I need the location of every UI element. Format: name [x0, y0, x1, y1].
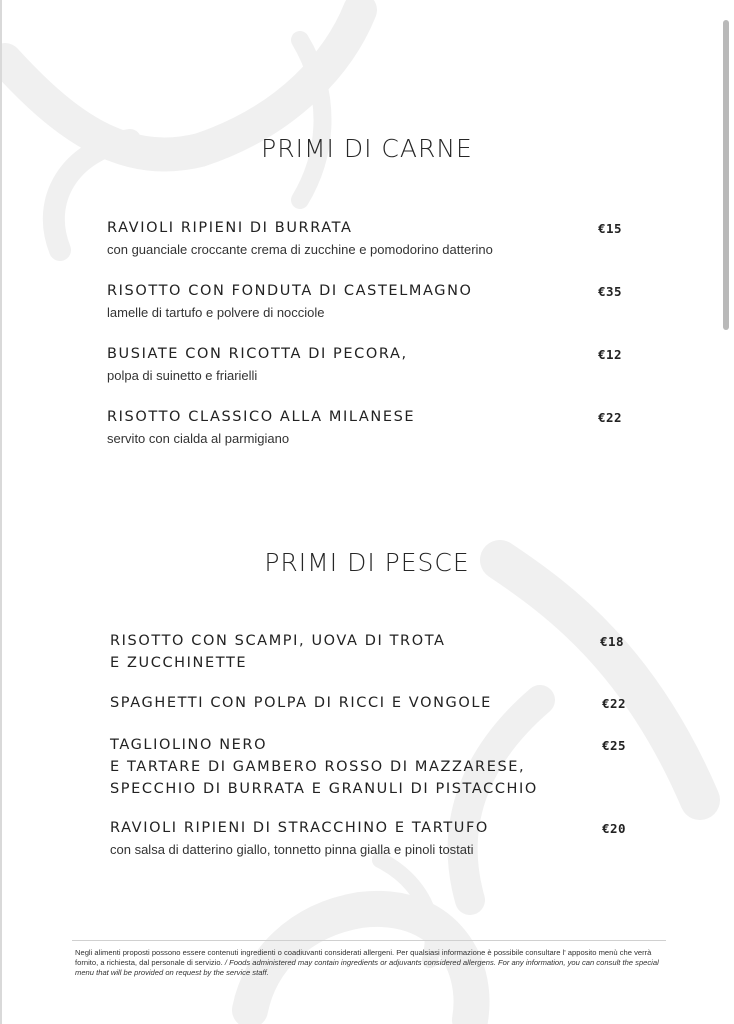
- dish-price: €20: [602, 821, 627, 836]
- scrollbar-thumb[interactable]: [723, 20, 729, 330]
- disclaimer-separator: /: [222, 958, 230, 967]
- dish-name: TAGLIOLINO NERO E TARTARE DI GAMBERO ROSSO DI MAZZARESE, SPECCHIO DI BURRATA E GRANULI DI PISTACCHIO: [110, 737, 538, 797]
- dish-description: lamelle di tartufo e polvere di nocciole: [107, 305, 325, 320]
- dish-name: RISOTTO CON FONDUTA DI CASTELMAGNO: [107, 283, 473, 299]
- disclaimer-italian: Negli alimenti proposti possono essere contenuti ingredienti o coadiuvanti considerati allergeni. Per qualsiasi informazione è possibile consultare l' apposito menù che verrà fornito, a richiesta, dal personale di servizio.: [75, 948, 652, 967]
- dish-price: €25: [602, 738, 627, 753]
- dish-price: €12: [598, 347, 623, 362]
- dish-name: RISOTTO CLASSICO ALLA MILANESE: [107, 409, 416, 425]
- disclaimer-english: Foods administered may contain ingredients or adjuvants considered allergens. For any information, you can consult the special menu that will be provided on request by the service staff.: [75, 958, 659, 977]
- dish-price: €35: [598, 284, 623, 299]
- dish-price: €22: [598, 410, 623, 425]
- dish-description: con guanciale croccante crema di zucchine e pomodorino datterino: [107, 242, 493, 257]
- dish-name: SPAGHETTI CON POLPA DI RICCI E VONGOLE: [110, 695, 492, 711]
- dish-name: BUSIATE CON RICOTTA DI PECORA,: [107, 346, 408, 362]
- dish-price: €22: [602, 696, 627, 711]
- footer-divider: [72, 940, 666, 941]
- dish-name: RAVIOLI RIPIENI DI STRACCHINO E TARTUFO: [110, 820, 489, 836]
- allergen-disclaimer: [75, 948, 665, 978]
- dish-description: polpa di suinetto e friarielli: [107, 368, 258, 383]
- dish-description: con salsa di datterino giallo, tonnetto pinna gialla e pinoli tostati: [110, 842, 474, 857]
- section-title-primi-di-carne: PRIMI DI CARNE: [261, 134, 473, 163]
- dish-price: €18: [600, 634, 625, 649]
- dish-price: €15: [598, 221, 623, 236]
- dish-description: servito con cialda al parmigiano: [107, 431, 290, 446]
- dish-name: RAVIOLI RIPIENI DI BURRATA: [107, 220, 353, 236]
- dish-name: RISOTTO CON SCAMPI, UOVA DI TROTA E ZUCCHINETTE: [110, 633, 446, 671]
- section-title-primi-di-pesce: PRIMI DI PESCE: [264, 548, 470, 577]
